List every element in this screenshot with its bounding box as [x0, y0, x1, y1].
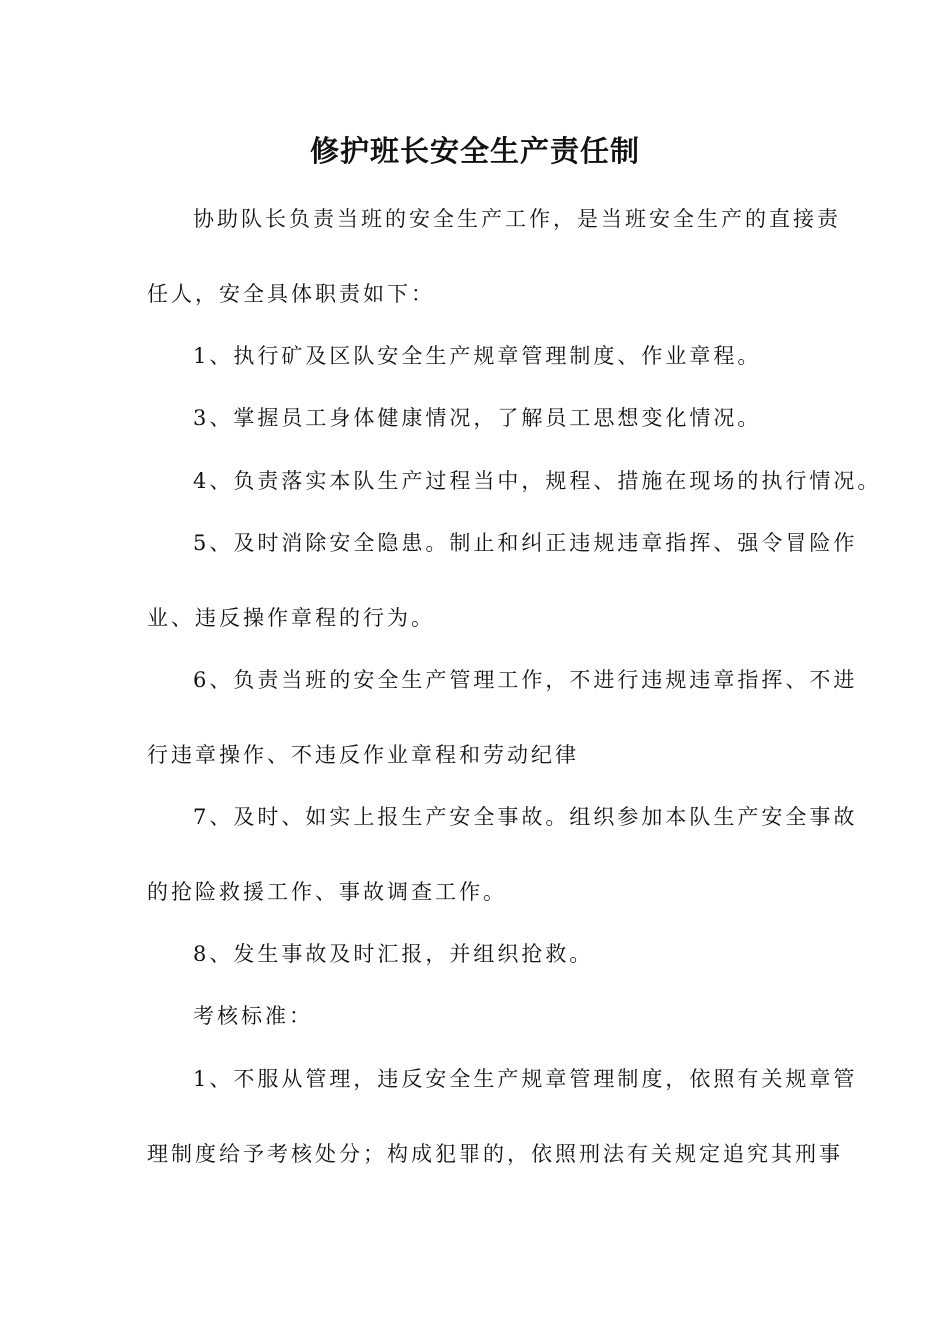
paragraph-line: 协助队长负责当班的安全生产工作，是当班安全生产的直接责	[193, 207, 841, 231]
paragraph-line: 8、发生事故及时汇报，并组织抢救。	[193, 942, 594, 966]
document-title: 修护班长安全生产责任制	[309, 134, 640, 168]
paragraph-line: 3、掌握员工身体健康情况，了解员工思想变化情况。	[193, 406, 762, 430]
section-heading: 考核标准：	[193, 1004, 313, 1028]
paragraph-line: 7、及时、如实上报生产安全事故。组织参加本队生产安全事故	[193, 805, 858, 829]
paragraph-line: 任人，安全具体职责如下：	[147, 282, 435, 306]
paragraph-line: 4、负责落实本队生产过程当中，规程、措施在现场的执行情况。	[193, 469, 882, 493]
paragraph-line: 业、违反操作章程的行为。	[147, 606, 435, 630]
paragraph-line: 的抢险救援工作、事故调查工作。	[147, 880, 507, 904]
paragraph-line: 行违章操作、不违反作业章程和劳动纪律	[147, 743, 579, 767]
paragraph-line: 理制度给予考核处分；构成犯罪的，依照刑法有关规定追究其刑事	[147, 1142, 843, 1166]
paragraph-line: 5、及时消除安全隐患。制止和纠正违规违章指挥、强令冒险作	[193, 531, 858, 555]
paragraph-line: 1、执行矿及区队安全生产规章管理制度、作业章程。	[193, 344, 762, 368]
paragraph-line: 1、不服从管理，违反安全生产规章管理制度，依照有关规章管	[193, 1067, 858, 1091]
paragraph-line: 6、负责当班的安全生产管理工作，不进行违规违章指挥、不进	[193, 668, 858, 692]
